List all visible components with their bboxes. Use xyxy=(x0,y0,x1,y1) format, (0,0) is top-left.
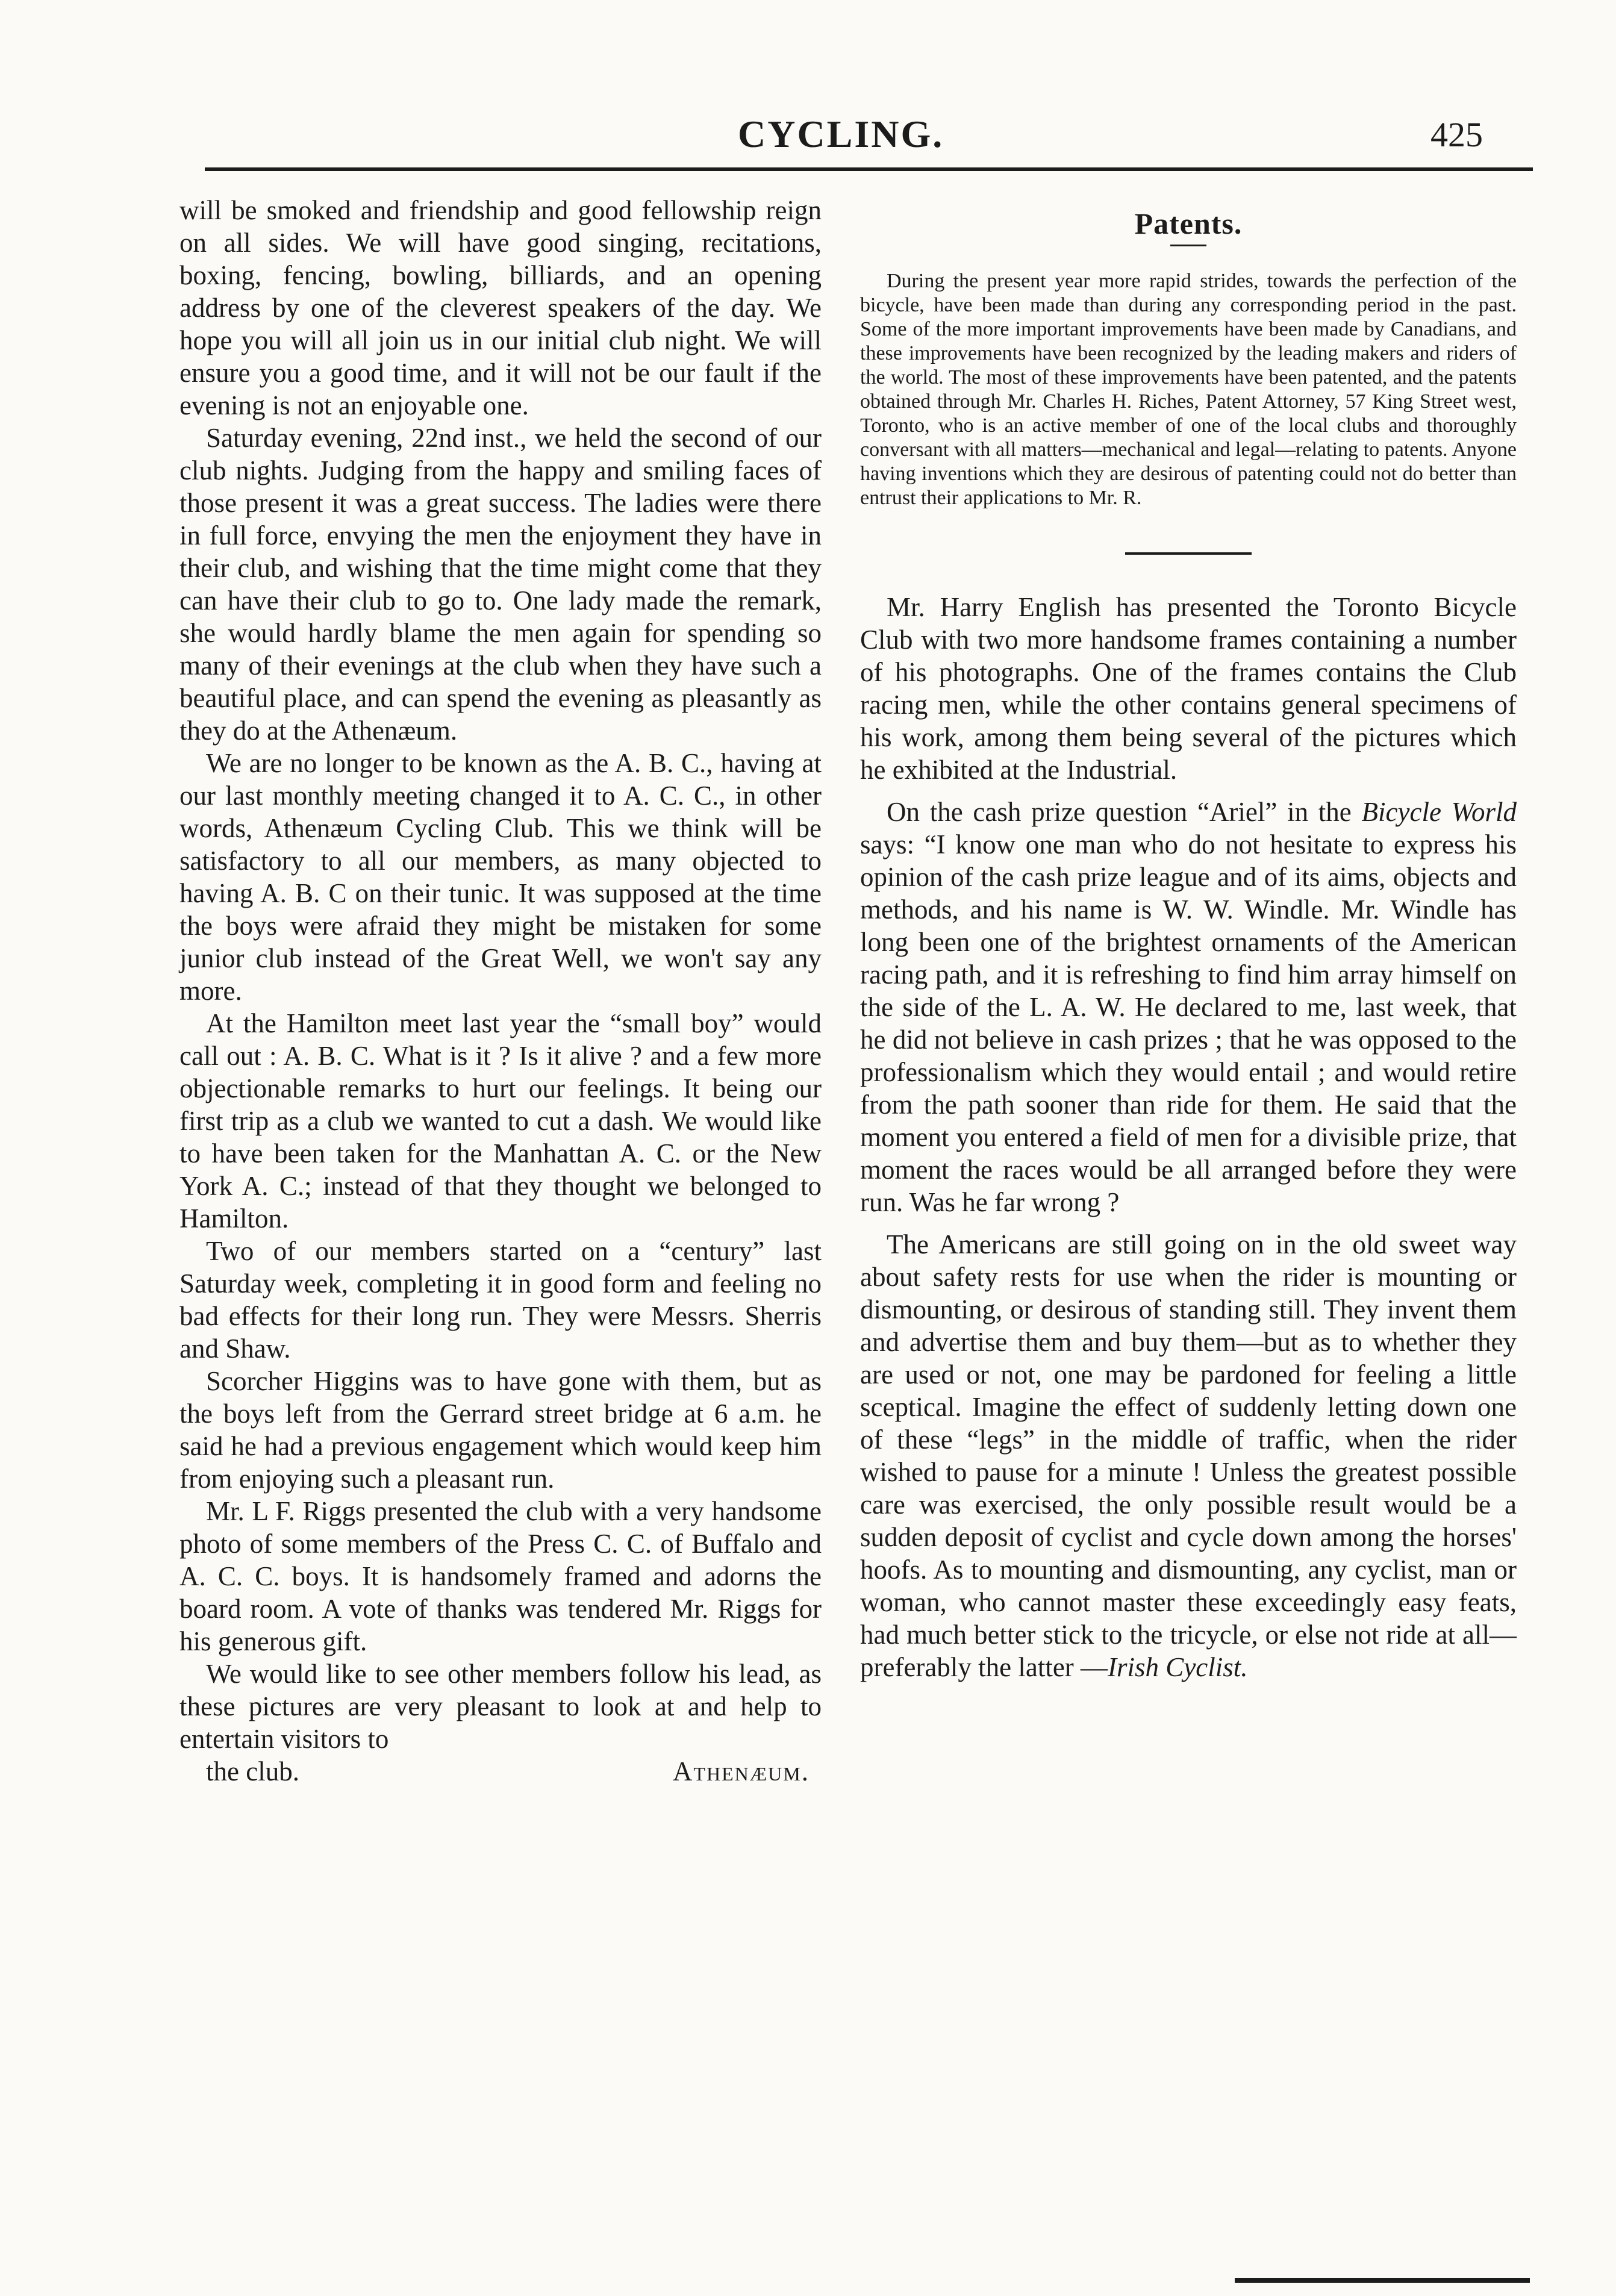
page-number: 425 xyxy=(1430,115,1483,154)
running-head-title: CYCLING. xyxy=(738,113,944,155)
paragraph-scorcher-higgins: Scorcher Higgins was to have gone with them, but as the boys left from the Gerrard street bridge at 6 a.m. he said he had a previous engagement which would keep him from enjoying such a pleasant run. xyxy=(179,1366,822,1494)
closing-line xyxy=(179,1755,822,1788)
closing-text: the club. xyxy=(206,1756,299,1786)
patents-heading-rule xyxy=(1170,245,1206,246)
paragraph-harry-english: Mr. Harry English has presented the Toronto Bicycle Club with two more handsome frames containing a number of his photographs. One of the frames contains the Club racing men, while the other contains general specimens of his work, among them being several of the pictures which he exhibited at the Industrial. xyxy=(860,592,1517,785)
signature: Athenæum. xyxy=(672,1756,810,1786)
left-column xyxy=(179,194,822,1788)
header-rule xyxy=(205,167,1533,171)
paragraph-cash-prize xyxy=(860,796,1517,1218)
cash-prize-intro: On the cash prize question “Ariel” in the xyxy=(887,797,1352,827)
patents-body: During the present year more rapid strides, towards the perfection of the bicycle, have been made than during any corresponding period in the past. Some of the more important improvements have been made by Canadians, and these improvements have been recognized by the leading makers and riders of the world. The most of these improvements have been patented, and the patents obtained through Mr. Charles H. Riches, Patent Attorney, 57 King Street west, Toronto, who is an active member of one of the local clubs and thoroughly conversant with all matters—mechanical and legal—relating to patents. Anyone having inventions which they are desirous of patenting could not do better than entrust their applications to Mr. R. xyxy=(860,270,1517,509)
bicycle-world-title: Bicycle World xyxy=(1361,797,1517,827)
section-divider xyxy=(1125,552,1252,555)
paragraph-century-run: Two of our members started on a “century” last Saturday week, completing it in good form and feeling no bad effects for their long run. They were Messrs. Sherris and Shaw. xyxy=(179,1236,822,1364)
paragraph-club-rename: We are no longer to be known as the A. B. C., having at our last monthly meeting changed it to A. C. C., in other words, Athenæum Cycling Club. This we think will be satisfactory to all our members, as many objected to having A. B. C on their tunic. It was supposed at the time the boys were afraid they might be mistaken for some junior club instead of the Great Well, we won't say any more. xyxy=(179,748,822,1006)
paragraph-hamilton-meet: At the Hamilton meet last year the “small boy” would call out : A. B. C. What is it ? Is it alive ? and a few more objectionable remarks to hurt our feelings. It being our first trip as a club we wanted to cut a dash. We would like to have been taken for the Manhattan A. C. or the New York A. C.; instead of that they thought we belonged to Hamilton. xyxy=(179,1008,822,1234)
cash-prize-quote: says: “I know one man who do not hesitate to express his opinion of the cash prize league and of its aims, objects and methods, and his name is W. W. Windle. Mr. Windle has long been one of the brightest ornaments of the American racing path, and it is refreshing to find him array himself on the side of the L. A. W. He declared to me, last week, that he did not believe in cash prizes ; that he was opposed to the professionalism which they would entail ; and would retire from the path sooner than ride for them. He said that the moment you entered a field of men for a divisible prize, that moment the races would be all arranged before they were run. Was he far wrong ? xyxy=(860,829,1517,1217)
paragraph-saturday-evening: Saturday evening, 22nd inst., we held the second of our club nights. Judging from the happy and smiling faces of those present it was a great success. The ladies were there in full force, envying the men the enjoyment they have in their club, and wishing that the time might come that they can have their club to go to. One lady made the remark, she would hardly blame the men again for spending so many of their evenings at the club when they have such a beautiful place, and can spend the evening as pleasantly as they do at the Athenæum. xyxy=(179,423,822,746)
irish-cyclist-source: Irish Cyclist. xyxy=(1108,1652,1248,1682)
safety-rests-text: The Americans are still going on in the old sweet way about safety rests for use when the rider is mounting or dismounting, or desirous of standing still. They invent them and advertise them and buy them—but as to whether they are used or not, one may be pardoned for feeling a little sceptical. Imagine the effect of suddenly letting down one of these “legs” in the middle of traffic, when the rider wished to pause for a minute ! Unless the greatest possible care was exercised, the only possible result would be a sudden deposit of cyclist and cycle down among the horses' hoofs. As to mounting and dismounting, any cyclist, man or woman, who cannot master these exceedingly easy feats, had much better stick to the tricycle, or else not ride at all—preferably the latter — xyxy=(860,1229,1517,1682)
paragraph-safety-rests xyxy=(860,1228,1517,1683)
paragraph-riggs-photo: Mr. L F. Riggs presented the club with a very handsome photo of some members of the Press C. C. of Buffalo and A. C. C. boys. It is handsomely framed and adorns the board room. A vote of thanks was tendered Mr. Riggs for his generous gift. xyxy=(179,1496,822,1656)
right-column xyxy=(860,194,1517,1683)
patents-heading: Patents. xyxy=(1134,207,1243,240)
paragraph-follow-lead: We would like to see other members follow his lead, as these pictures are very pleasant to look at and help to entertain visitors to xyxy=(179,1659,822,1754)
footer-rule xyxy=(1235,2278,1530,2283)
paragraph-club-night-intro: will be smoked and friendship and good fellowship reign on all sides. We will have good singing, recitations, boxing, fencing, bowling, billiards, and an opening address by one of the cleverest speakers of the day. We hope you will all join us in our initial club night. We will ensure you a good time, and it will not be our fault if the evening is not an enjoyable one. xyxy=(179,195,822,420)
